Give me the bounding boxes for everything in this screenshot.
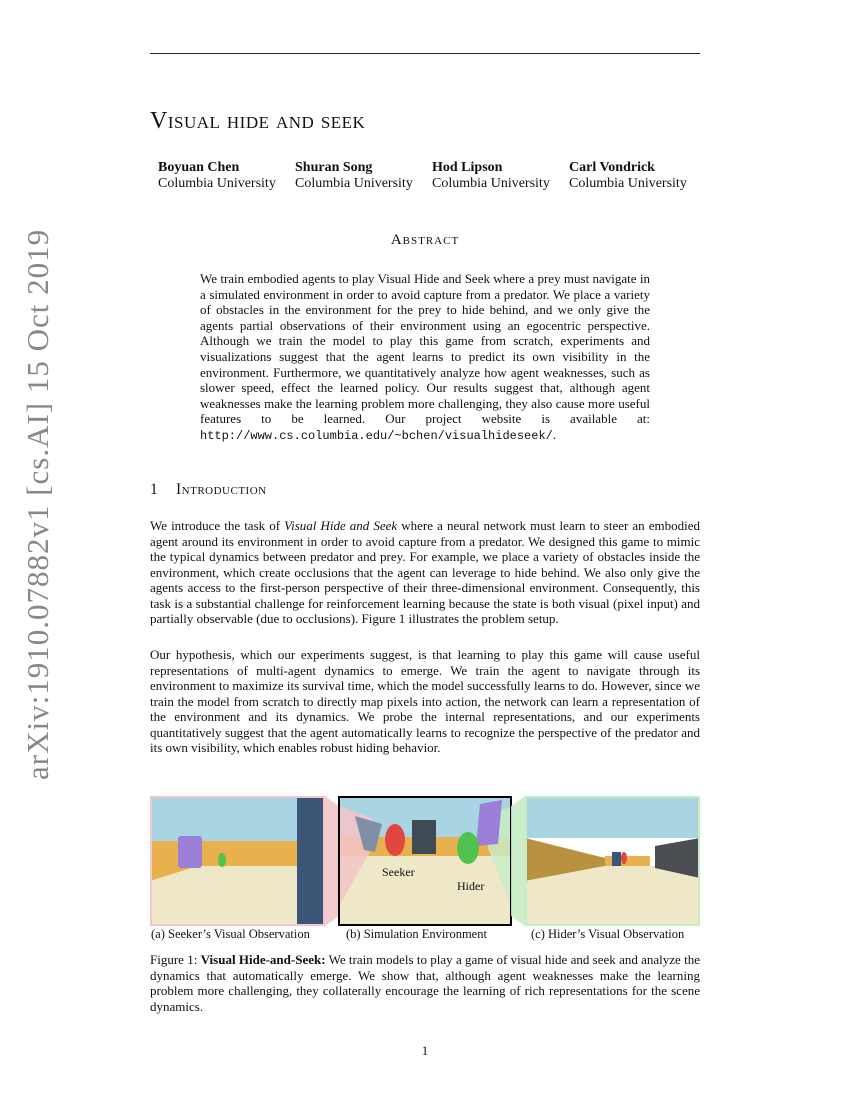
seeker-agent	[385, 824, 405, 856]
hider-agent	[457, 832, 479, 864]
hider-agent-distant	[218, 853, 226, 867]
seeker-view-cone	[325, 796, 339, 926]
top-rule	[150, 53, 700, 54]
intro-paragraph-2: Our hypothesis, which our experiments suggest, is that learning to play this game will cause useful representations of multi-agent dynamics to emerge. We train the agent to navigate through its environment to maximize its survival time, which the model successfully learns to do. However, since we train the model from scratch to directly map pixels into action, the network can learn a representation of the environment and its dynamics. We probe the internal representations, and our experiments quantitatively suggest that the agent automatically learns to recognize the perspective of the predator and its own visibility, which enables robust hiding behavior.	[150, 647, 700, 755]
author-name: Carl Vondrick	[569, 160, 655, 175]
floor	[339, 856, 511, 924]
intro-paragraph-1	[150, 518, 700, 627]
abstract-heading: Abstract	[390, 232, 460, 248]
figure-label: Figure 1:	[150, 952, 198, 967]
figure-caption	[150, 952, 700, 1014]
author-block	[569, 160, 706, 192]
section-title: Introduction	[176, 481, 267, 498]
panel-caption-a: (a) Seeker’s Visual Observation	[151, 927, 310, 941]
hider-observation-panel	[511, 796, 700, 926]
paragraph-text: We introduce the task of	[150, 518, 285, 533]
abstract-body	[200, 271, 650, 445]
author-block	[432, 160, 569, 192]
simulation-environment-panel	[339, 797, 511, 925]
abstract-text: We train embodied agents to play Visual Hide and Seek where a prey must navigate in a simulated environment in order to avoid capture from a predator. We place a variety of obstacles in the environment for the prey to hide behind, and we only give the agents partial observations of their environment using an egocentric perspective. Although we train the model to play this game from scratch, experiments and visualizations suggest that the agent learns to predict its own visibility in the environment. Furthermore, we quantitatively analyze how agent weaknesses, such as slower speed, effect the learned policy. Our results suggest that, although agent weaknesses make the learning problem more challenging, they also cause more useful features to be learned. Our project website is available at:	[200, 271, 650, 427]
project-url-link[interactable]: http://www.cs.columbia.edu/~bchen/visualhideseek/	[200, 428, 553, 443]
seeker-observation-panel	[150, 796, 339, 926]
obstacle-dark	[412, 820, 436, 854]
section-number: 1	[150, 481, 159, 498]
figure-1	[150, 796, 700, 926]
sky	[525, 796, 700, 838]
author-list	[158, 160, 718, 192]
author-name: Hod Lipson	[432, 160, 503, 175]
hider-label: Hider	[457, 879, 485, 893]
author-name: Shuran Song	[295, 160, 373, 175]
arxiv-identifier-stamp: arXiv:1910.07882v1 [cs.AI] 15 Oct 2019	[20, 228, 55, 780]
back-wall	[198, 841, 297, 866]
author-affiliation: Columbia University	[569, 176, 687, 191]
back-wall	[605, 856, 650, 866]
floor	[150, 866, 297, 926]
obstacle-navy	[612, 852, 621, 866]
section-heading-introduction	[150, 481, 267, 499]
author-affiliation: Columbia University	[432, 176, 550, 191]
author-name: Boyuan Chen	[158, 160, 240, 175]
page-number: 1	[421, 1043, 429, 1058]
abstract-trailing-period: .	[552, 426, 557, 442]
obstacle-purple	[476, 800, 502, 846]
paper-title: Visual hide and seek	[150, 108, 366, 134]
author-block	[158, 160, 295, 192]
author-affiliation: Columbia University	[158, 176, 276, 191]
obstacle-navy	[297, 796, 325, 926]
author-block	[295, 160, 432, 192]
obstacle-purple	[178, 836, 202, 868]
author-affiliation: Columbia University	[295, 176, 413, 191]
panel-caption-b: (b) Simulation Environment	[346, 927, 487, 941]
panel-caption-c: (c) Hider’s Visual Observation	[531, 927, 685, 941]
figure-caption-title: Visual Hide-and-Seek:	[200, 952, 326, 967]
seeker-label: Seeker	[382, 865, 415, 879]
figure-caption-text: We train models to play a game of visual hide and seek and analyze the dynamics that automatically emerge. We show that, although agent weaknesses make the learning problem more challenging, they collaterally encourage the learning of rich representations for the scene dynamics.	[150, 952, 700, 1014]
seeker-agent-distant	[621, 852, 627, 864]
paragraph-text: where a neural network must learn to steer an embodied agent around its environment in order to avoid capture from a predator. We designed this game to mimic the typical dynamics between predator and prey. For example, we place a variety of obstacles inside the environment, which create occlusions that the agent can leverage to hide behind. We also only give the agents access to the first-person perspective of their three-dimensional environment. Consequently, this task is a substantial challenge for reinforcement learning because the state is both visual (pixel input) and partially observable (due to occlusions). Figure 1 illustrates the problem setup.	[150, 518, 701, 626]
hider-view-cone	[511, 796, 525, 926]
task-name-emphasis: Visual Hide and Seek	[284, 518, 398, 533]
